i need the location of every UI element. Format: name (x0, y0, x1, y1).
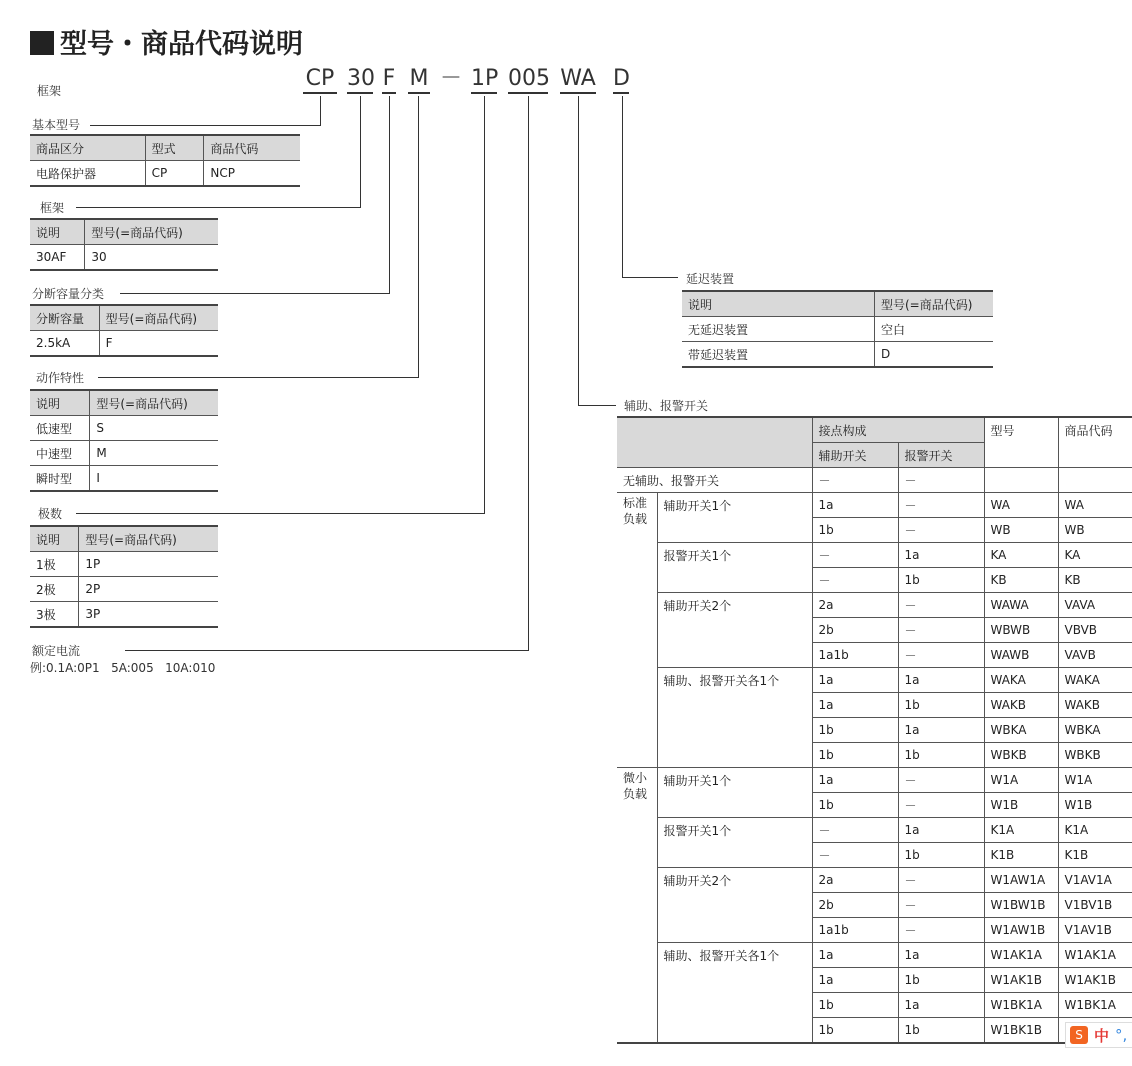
table-cell: 3P (79, 602, 218, 628)
table-cell: 2b (812, 618, 898, 643)
header-cell: 接点构成 (812, 417, 984, 443)
table-cell: 1b (812, 743, 898, 768)
sub-type-cell: 报警开关1个 (657, 543, 812, 593)
table-cell: W1BK1B (984, 1018, 1058, 1044)
table-row (30, 245, 218, 271)
table-cell: 1a (812, 668, 898, 693)
table-cell: － (812, 568, 898, 593)
table-cell: WAWA (984, 593, 1058, 618)
poles-label: 极数 (38, 507, 63, 521)
table-cell: 1a (812, 968, 898, 993)
table-cell: W1AK1A (984, 943, 1058, 968)
basic-model-table (30, 134, 300, 187)
table-cell: W1AK1A (1058, 943, 1132, 968)
table-row (617, 943, 1132, 968)
table-cell: WAKA (1058, 668, 1132, 693)
table-cell: WAKA (984, 668, 1058, 693)
connector-line (90, 125, 321, 126)
table-cell: VAVA (1058, 593, 1132, 618)
table-row (617, 818, 1132, 843)
page-title (30, 22, 303, 61)
table-cell: 1a (812, 768, 898, 793)
table-cell: 低速型 (30, 416, 90, 441)
table-cell: D (875, 342, 994, 368)
table-cell: WB (984, 518, 1058, 543)
table-cell: WBKA (984, 718, 1058, 743)
connector-line (418, 96, 419, 378)
table-cell: CP (145, 161, 204, 187)
header-cell: 型号 (984, 417, 1058, 468)
header-cell: 说明 (30, 526, 79, 552)
table-cell: K1B (984, 843, 1058, 868)
header-cell: 商品代码 (1058, 417, 1132, 468)
sub-type-cell: 辅助开关2个 (657, 593, 812, 668)
header-cell: 商品代码 (204, 135, 300, 161)
load-type-cell: 微小负载 (617, 768, 657, 1044)
table-cell: － (898, 918, 984, 943)
poles-table (30, 525, 218, 628)
connector-line (578, 96, 579, 406)
table-cell: VAVB (1058, 643, 1132, 668)
header-cell: 说明 (682, 291, 875, 317)
square-bullet-icon (30, 31, 54, 55)
table-row (617, 593, 1132, 618)
table-cell: 1a (898, 718, 984, 743)
current-example: 例:0.1A:0P1 5A:005 10A:010 (30, 661, 216, 675)
table-row (617, 868, 1132, 893)
code-seg-delay: D (613, 66, 629, 94)
sub-type-cell: 辅助开关1个 (657, 768, 812, 818)
table-cell: KB (1058, 568, 1132, 593)
header-cell: 型号(=商品代码) (90, 390, 218, 416)
table-row (30, 416, 218, 441)
table-cell: － (898, 618, 984, 643)
header-cell: 型号(=商品代码) (875, 291, 994, 317)
table-cell: 2a (812, 593, 898, 618)
table-cell: 1b (812, 718, 898, 743)
current-label: 额定电流 (32, 644, 81, 658)
connector-line (528, 96, 529, 651)
connector-line (622, 96, 623, 278)
table-cell: 1b (898, 743, 984, 768)
table-cell: KB (984, 568, 1058, 593)
table-cell: 3极 (30, 602, 79, 628)
basic-model-label: 基本型号 (32, 118, 81, 132)
code-seg-cp: CP (303, 66, 337, 94)
table-row (30, 161, 300, 187)
table-cell: KA (984, 543, 1058, 568)
table-cell: V1AV1A (1058, 868, 1132, 893)
table-header-row (30, 305, 218, 331)
table-cell: WB (1058, 518, 1132, 543)
header-blank-cell (617, 417, 812, 468)
sub-type-cell: 报警开关1个 (657, 818, 812, 868)
table-cell: KA (1058, 543, 1132, 568)
table-cell: K1A (1058, 818, 1132, 843)
code-label: 框架 (37, 84, 62, 98)
table-cell: W1A (1058, 768, 1132, 793)
table-cell: 1b (812, 1018, 898, 1044)
table-row (617, 468, 1132, 493)
table-row (30, 602, 218, 628)
table-row (30, 441, 218, 466)
table-cell: WBWB (984, 618, 1058, 643)
table-row (30, 466, 218, 492)
table-cell: W1BK1A (984, 993, 1058, 1018)
table-row (30, 552, 218, 577)
table-cell: － (898, 768, 984, 793)
aux-alarm-table (617, 416, 1132, 1044)
table-cell: 1P (79, 552, 218, 577)
table-row (30, 577, 218, 602)
table-cell: 空白 (875, 317, 994, 342)
table-cell (984, 468, 1058, 493)
delay-label: 延迟装置 (686, 272, 735, 286)
table-cell: W1B (1058, 793, 1132, 818)
table-cell: 1b (812, 518, 898, 543)
table-cell: K1B (1058, 843, 1132, 868)
table-row (30, 331, 218, 357)
connector-line (98, 377, 419, 378)
table-cell: － (898, 643, 984, 668)
table-cell: W1BW1B (984, 893, 1058, 918)
code-seg-current: 005 (508, 66, 548, 94)
table-cell: W1AW1B (984, 918, 1058, 943)
table-cell: － (898, 793, 984, 818)
code-seg-poles: 1P (471, 66, 497, 94)
table-cell: NCP (204, 161, 300, 187)
table-cell: WAKB (1058, 693, 1132, 718)
ime-mode-indicator[interactable]: 中 (1094, 1026, 1110, 1045)
delay-table (682, 290, 993, 368)
ime-punct-indicator[interactable]: °, (1115, 1026, 1128, 1044)
table-cell: 1a (812, 943, 898, 968)
aux-label: 辅助、报警开关 (624, 399, 709, 413)
table-row (617, 543, 1132, 568)
table-cell: － (898, 868, 984, 893)
table-cell: 1a (898, 993, 984, 1018)
table-cell: WBKB (984, 743, 1058, 768)
table-row (617, 668, 1132, 693)
table-header-row (30, 526, 218, 552)
table-cell: 1a (898, 943, 984, 968)
table-cell: I (90, 466, 218, 492)
table-row (682, 317, 993, 342)
title-text: 型号・商品代码说明 (60, 29, 303, 60)
header-cell: 商品区分 (30, 135, 145, 161)
connector-line (125, 650, 529, 651)
table-cell: WBKB (1058, 743, 1132, 768)
header-cell: 辅助开关 (812, 443, 898, 468)
connector-line (484, 96, 485, 514)
table-cell: W1A (984, 768, 1058, 793)
table-cell: － (812, 818, 898, 843)
table-cell: F (99, 331, 218, 357)
action-label: 动作特性 (36, 371, 85, 385)
table-cell: K1A (984, 818, 1058, 843)
connector-line (622, 277, 678, 278)
table-cell: W1BK1A (1058, 993, 1132, 1018)
table-cell: V1BV1B (1058, 893, 1132, 918)
table-cell: 2极 (30, 577, 79, 602)
code-seg-breaking: F (382, 66, 396, 94)
table-cell: 无辅助、报警开关 (617, 468, 812, 493)
connector-line (578, 405, 616, 406)
table-cell (1058, 468, 1132, 493)
header-cell: 说明 (30, 390, 90, 416)
table-cell: 1b (812, 793, 898, 818)
table-cell: 电路保护器 (30, 161, 145, 187)
table-cell: W1B (984, 793, 1058, 818)
table-cell: － (898, 893, 984, 918)
breaking-label: 分断容量分类 (32, 287, 105, 301)
table-cell: 1极 (30, 552, 79, 577)
table-header-row (30, 219, 218, 245)
header-cell: 分断容量 (30, 305, 99, 331)
connector-line (120, 293, 390, 294)
table-cell: 1b (898, 1018, 984, 1044)
header-cell: 说明 (30, 219, 85, 245)
table-cell: W1AK1B (984, 968, 1058, 993)
connector-line (76, 207, 361, 208)
table-cell: 1a (898, 668, 984, 693)
table-cell: 1a (898, 818, 984, 843)
code-seg-action: M (408, 66, 430, 94)
header-cell: 型号(=商品代码) (99, 305, 218, 331)
table-cell: 无延迟装置 (682, 317, 875, 342)
table-row (617, 768, 1132, 793)
table-header-row (617, 417, 1132, 443)
table-cell: W1AK1B (1058, 968, 1132, 993)
table-cell: 2b (812, 893, 898, 918)
table-cell: V1AV1B (1058, 918, 1132, 943)
table-header-row (30, 135, 300, 161)
code-seg-dash: － (440, 66, 463, 91)
action-table (30, 389, 218, 492)
table-cell: － (898, 468, 984, 493)
header-cell: 型号(=商品代码) (85, 219, 218, 245)
load-type-cell: 标准负载 (617, 493, 657, 768)
header-cell: 型号(=商品代码) (79, 526, 218, 552)
table-cell: 带延迟装置 (682, 342, 875, 368)
table-cell: 1b (898, 968, 984, 993)
header-cell: 型式 (145, 135, 204, 161)
code-seg-aux: WA (560, 66, 596, 94)
table-cell: VBVB (1058, 618, 1132, 643)
table-cell: 1b (898, 843, 984, 868)
table-cell: W1AW1A (984, 868, 1058, 893)
ime-logo-icon[interactable]: S (1070, 1026, 1088, 1044)
frame-table (30, 218, 218, 271)
table-cell: 1a (898, 543, 984, 568)
table-cell: 2P (79, 577, 218, 602)
table-cell: S (90, 416, 218, 441)
table-cell: WBKA (1058, 718, 1132, 743)
table-cell: 30AF (30, 245, 85, 271)
connector-line (360, 96, 361, 208)
table-cell: 1a1b (812, 918, 898, 943)
header-cell: 报警开关 (898, 443, 984, 468)
table-cell: － (898, 518, 984, 543)
table-cell: 2.5kA (30, 331, 99, 357)
table-header-row (30, 390, 218, 416)
code-seg-frame: 30 (347, 66, 373, 94)
sub-type-cell: 辅助开关2个 (657, 868, 812, 943)
sub-type-cell: 辅助、报警开关各1个 (657, 668, 812, 768)
table-cell: WAKB (984, 693, 1058, 718)
connector-line (320, 96, 321, 126)
table-cell: 瞬时型 (30, 466, 90, 492)
table-cell: 1b (898, 693, 984, 718)
table-cell: WA (984, 493, 1058, 518)
table-cell: 1a1b (812, 643, 898, 668)
table-row (617, 493, 1132, 518)
table-cell: WAWB (984, 643, 1058, 668)
ime-toolbar[interactable] (1065, 1022, 1132, 1048)
frame-label: 框架 (40, 201, 65, 215)
table-cell: 1b (898, 568, 984, 593)
table-cell: － (812, 543, 898, 568)
table-cell: WA (1058, 493, 1132, 518)
breaking-table (30, 304, 218, 357)
table-cell: － (812, 468, 898, 493)
table-cell: － (812, 843, 898, 868)
connector-line (76, 513, 485, 514)
table-cell: 1a (812, 693, 898, 718)
table-cell: 2a (812, 868, 898, 893)
connector-line (389, 96, 390, 294)
table-cell: M (90, 441, 218, 466)
table-cell: 1b (812, 993, 898, 1018)
table-header-row (682, 291, 993, 317)
table-cell: 30 (85, 245, 218, 271)
table-cell: － (898, 493, 984, 518)
table-row (682, 342, 993, 368)
sub-type-cell: 辅助开关1个 (657, 493, 812, 543)
table-cell: － (898, 593, 984, 618)
sub-type-cell: 辅助、报警开关各1个 (657, 943, 812, 1044)
table-cell: 1a (812, 493, 898, 518)
table-cell: 中速型 (30, 441, 90, 466)
